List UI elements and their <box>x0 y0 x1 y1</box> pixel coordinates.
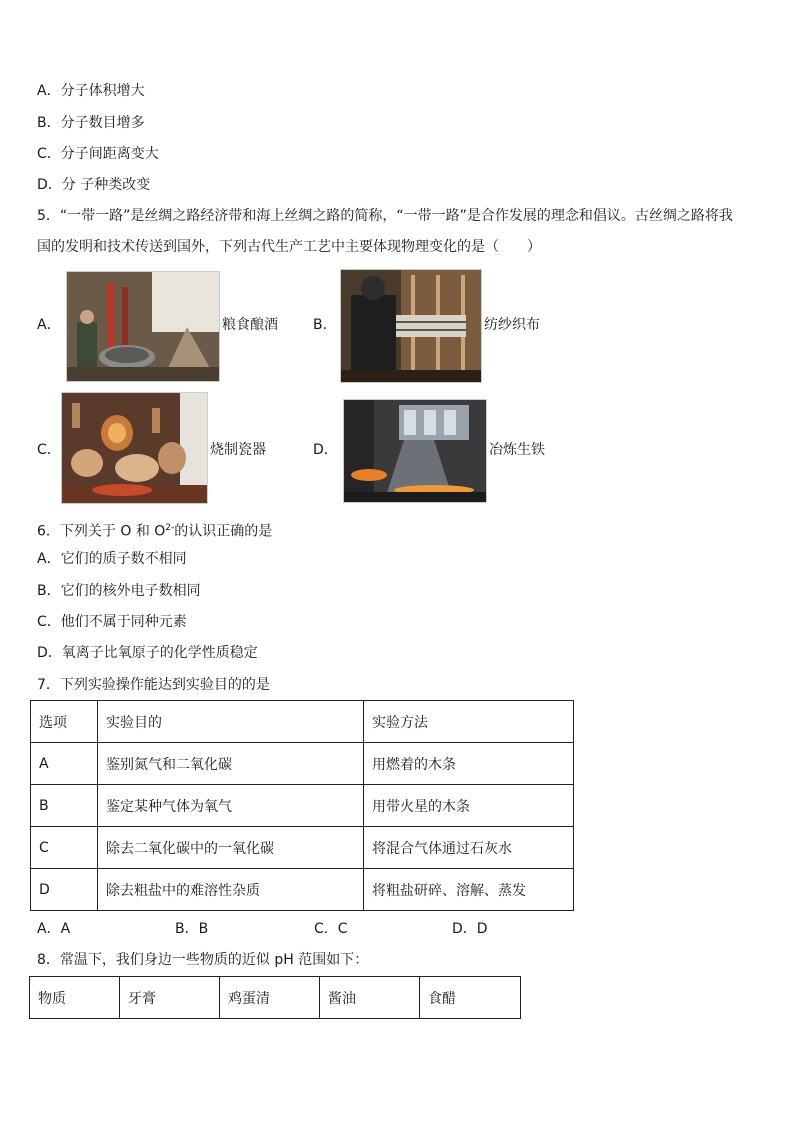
q6-stem-pre: 6．下列关于 O 和 O <box>37 523 166 540</box>
q5-stem-line2: 国的发明和技术传送到国外，下列古代生产工艺中主要体现物理变化的是（ ） <box>37 239 541 255</box>
q5-option-b-letter: B． <box>313 317 337 333</box>
q7-answer-c: C．C <box>314 921 348 937</box>
table-cell: A <box>31 743 98 785</box>
table-cell: C <box>31 827 98 869</box>
q7-answer-a: A．A <box>37 921 71 937</box>
q7-table <box>30 700 574 911</box>
table-cell: 将粗盐研碎、溶解、蒸发 <box>364 869 574 911</box>
q6-option-b: B．它们的核外电子数相同 <box>37 583 201 599</box>
q5-option-c-image <box>61 392 208 504</box>
q5-option-d-letter: D． <box>313 442 338 458</box>
table-cell: 用燃着的木条 <box>364 743 574 785</box>
q6-option-a: A．它们的质子数不相同 <box>37 551 187 567</box>
q7-header-purpose: 实验目的 <box>98 701 364 743</box>
q5-option-a-letter: A． <box>37 317 61 333</box>
table-cell: 除去粗盐中的难溶性杂质 <box>98 869 364 911</box>
q8-header-egg-white: 鸡蛋清 <box>220 977 320 1019</box>
table-cell: 鉴别氮气和二氧化碳 <box>98 743 364 785</box>
q5-option-b-caption: 纺纱织布 <box>484 317 540 333</box>
q7-header-option: 选项 <box>31 701 98 743</box>
q6-stem <box>37 519 272 541</box>
q8-header-substance: 物质 <box>30 977 120 1019</box>
q7-answer-d: D．D <box>452 921 488 937</box>
q6-option-d: D．氧离子比氧原子的化学性质稳定 <box>37 645 258 661</box>
q5-option-d-image <box>343 399 487 503</box>
q5-option-a-caption: 粮食酿酒 <box>222 317 278 333</box>
q5-stem-line1: 5．“一带一路”是丝绸之路经济带和海上丝绸之路的简称，“一带一路”是合作发展的理念和倡议。古丝绸之路将我 <box>37 208 733 224</box>
table-cell: D <box>31 869 98 911</box>
table-row <box>31 743 574 785</box>
q8-header-toothpaste: 牙膏 <box>120 977 220 1019</box>
table-row <box>31 869 574 911</box>
table-cell: 将混合气体通过石灰水 <box>364 827 574 869</box>
q8-table <box>29 976 521 1019</box>
table-cell: 用带火星的木条 <box>364 785 574 827</box>
q4-option-a: A．分子体积增大 <box>37 83 145 99</box>
q5-option-c-caption: 烧制瓷器 <box>210 442 266 458</box>
q5-option-a-image <box>66 271 220 382</box>
q5-option-d-caption: 冶炼生铁 <box>489 442 545 458</box>
q8-header-soy-sauce: 酱油 <box>320 977 420 1019</box>
table-cell: B <box>31 785 98 827</box>
q8-header-vinegar: 食醋 <box>420 977 521 1019</box>
q7-stem: 7．下列实验操作能达到实验目的的是 <box>37 677 270 693</box>
q6-stem-superscript: 2- <box>165 523 175 533</box>
q7-table-header-row <box>31 701 574 743</box>
q5-option-b-image <box>340 269 482 383</box>
table-row <box>31 785 574 827</box>
q8-table-header-row <box>30 977 521 1019</box>
q8-stem: 8．常温下，我们身边一些物质的近似 pH 范围如下： <box>37 952 369 968</box>
q5-option-c-letter: C． <box>37 442 61 458</box>
q6-stem-post: 的认识正确的是 <box>174 523 273 540</box>
q4-option-d: D．分 子种类改变 <box>37 177 151 193</box>
table-cell: 鉴定某种气体为氧气 <box>98 785 364 827</box>
q7-answer-b: B．B <box>175 921 209 937</box>
table-cell: 除去二氧化碳中的一氧化碳 <box>98 827 364 869</box>
q4-option-b: B．分子数目增多 <box>37 115 145 131</box>
table-row <box>31 827 574 869</box>
q7-header-method: 实验方法 <box>364 701 574 743</box>
q4-option-c: C．分子间距离变大 <box>37 146 159 162</box>
q6-option-c: C．他们不属于同种元素 <box>37 614 187 630</box>
